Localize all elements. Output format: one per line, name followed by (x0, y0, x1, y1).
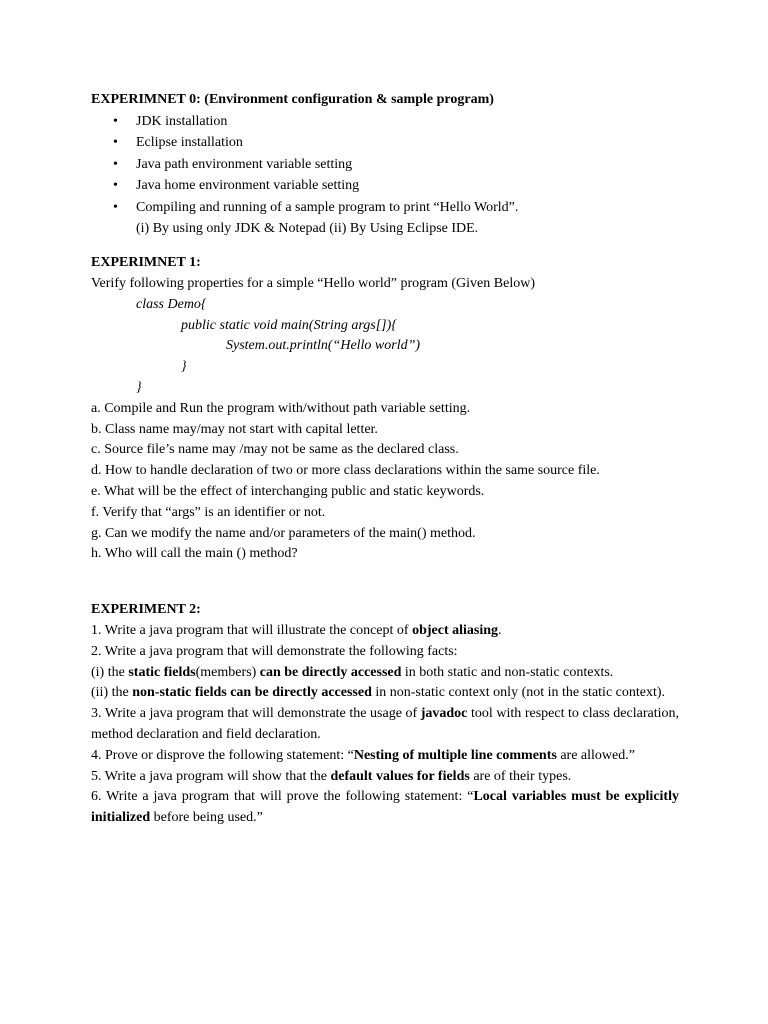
list-item: d. How to handle declaration of two or more class declarations within the same source file. (91, 463, 600, 479)
code-line: } (136, 380, 142, 396)
question-3: 3. Write a java program that will demonstrate the usage of javadoc tool with respect to class declaration, method declaration and field declaration. (91, 706, 679, 743)
code-line: System.out.println(“Hello world”) (226, 338, 421, 354)
code-line: public static void main(String args[]){ (181, 317, 397, 333)
code-line: class Demo{ (136, 296, 207, 312)
list-item: g. Can we modify the name and/or parameters of the main() method. (91, 525, 476, 541)
question-2: 2. Write a java program that will demonstrate the following facts: (91, 643, 458, 659)
list-item: c. Source file’s name may /may not be same as the declared class. (91, 442, 459, 458)
document-page (91, 90, 679, 829)
list-item: • Eclipse installation (91, 132, 679, 154)
experiment-1-intro: Verify following properties for a simple “Hello world” program (Given Below) (91, 276, 535, 292)
experiment-2-heading: EXPERIMENT 2: (91, 602, 201, 618)
bullet-icon: • (113, 113, 118, 129)
experiment-1-heading: EXPERIMNET 1: (91, 255, 201, 271)
bullet-icon: • (113, 178, 118, 194)
bullet-icon: • (113, 135, 118, 151)
code-line: } (181, 359, 187, 375)
bullet-icon: • (113, 199, 118, 215)
list-item: f. Verify that “args” is an identifier or not. (91, 504, 326, 520)
experiment-0-bullet-list (91, 111, 679, 219)
list-item: e. What will be the effect of interchanging public and static keywords. (91, 484, 485, 500)
experiment-0-heading: EXPERIMNET 0: (Environment configuration & sample program) (91, 92, 494, 107)
experiment-0-sub-options: (i) By using only JDK & Notepad (ii) By Using Eclipse IDE. (136, 221, 479, 237)
question-2-fact-ii: (ii) the non-static fields can be directly accessed in non-static context only (not in the static context). (91, 685, 666, 701)
question-1: 1. Write a java program that will illustrate the concept of object aliasing. (91, 623, 502, 639)
list-item: • Java home environment variable setting (91, 175, 679, 197)
list-item: b. Class name may/may not start with capital letter. (91, 421, 378, 437)
list-item: • Java path environment variable setting (91, 154, 679, 176)
question-6: 6. Write a java program that will prove the following statement: “Local variables must be explicitly initialized before being used.” (91, 789, 679, 826)
question-5: 5. Write a java program will show that the default values for fields are of their types. (91, 768, 572, 784)
list-item: • JDK installation (91, 111, 679, 133)
question-4: 4. Prove or disprove the following statement: “Nesting of multiple line comments are allowed.” (91, 747, 635, 763)
list-item: • Compiling and running of a sample program to print “Hello World”. (91, 197, 679, 219)
bullet-icon: • (113, 156, 118, 172)
list-item: a. Compile and Run the program with/without path variable setting. (91, 400, 471, 416)
question-2-fact-i: (i) the static fields(members) can be directly accessed in both static and non-static contexts. (91, 664, 614, 680)
list-item: h. Who will call the main () method? (91, 546, 298, 562)
